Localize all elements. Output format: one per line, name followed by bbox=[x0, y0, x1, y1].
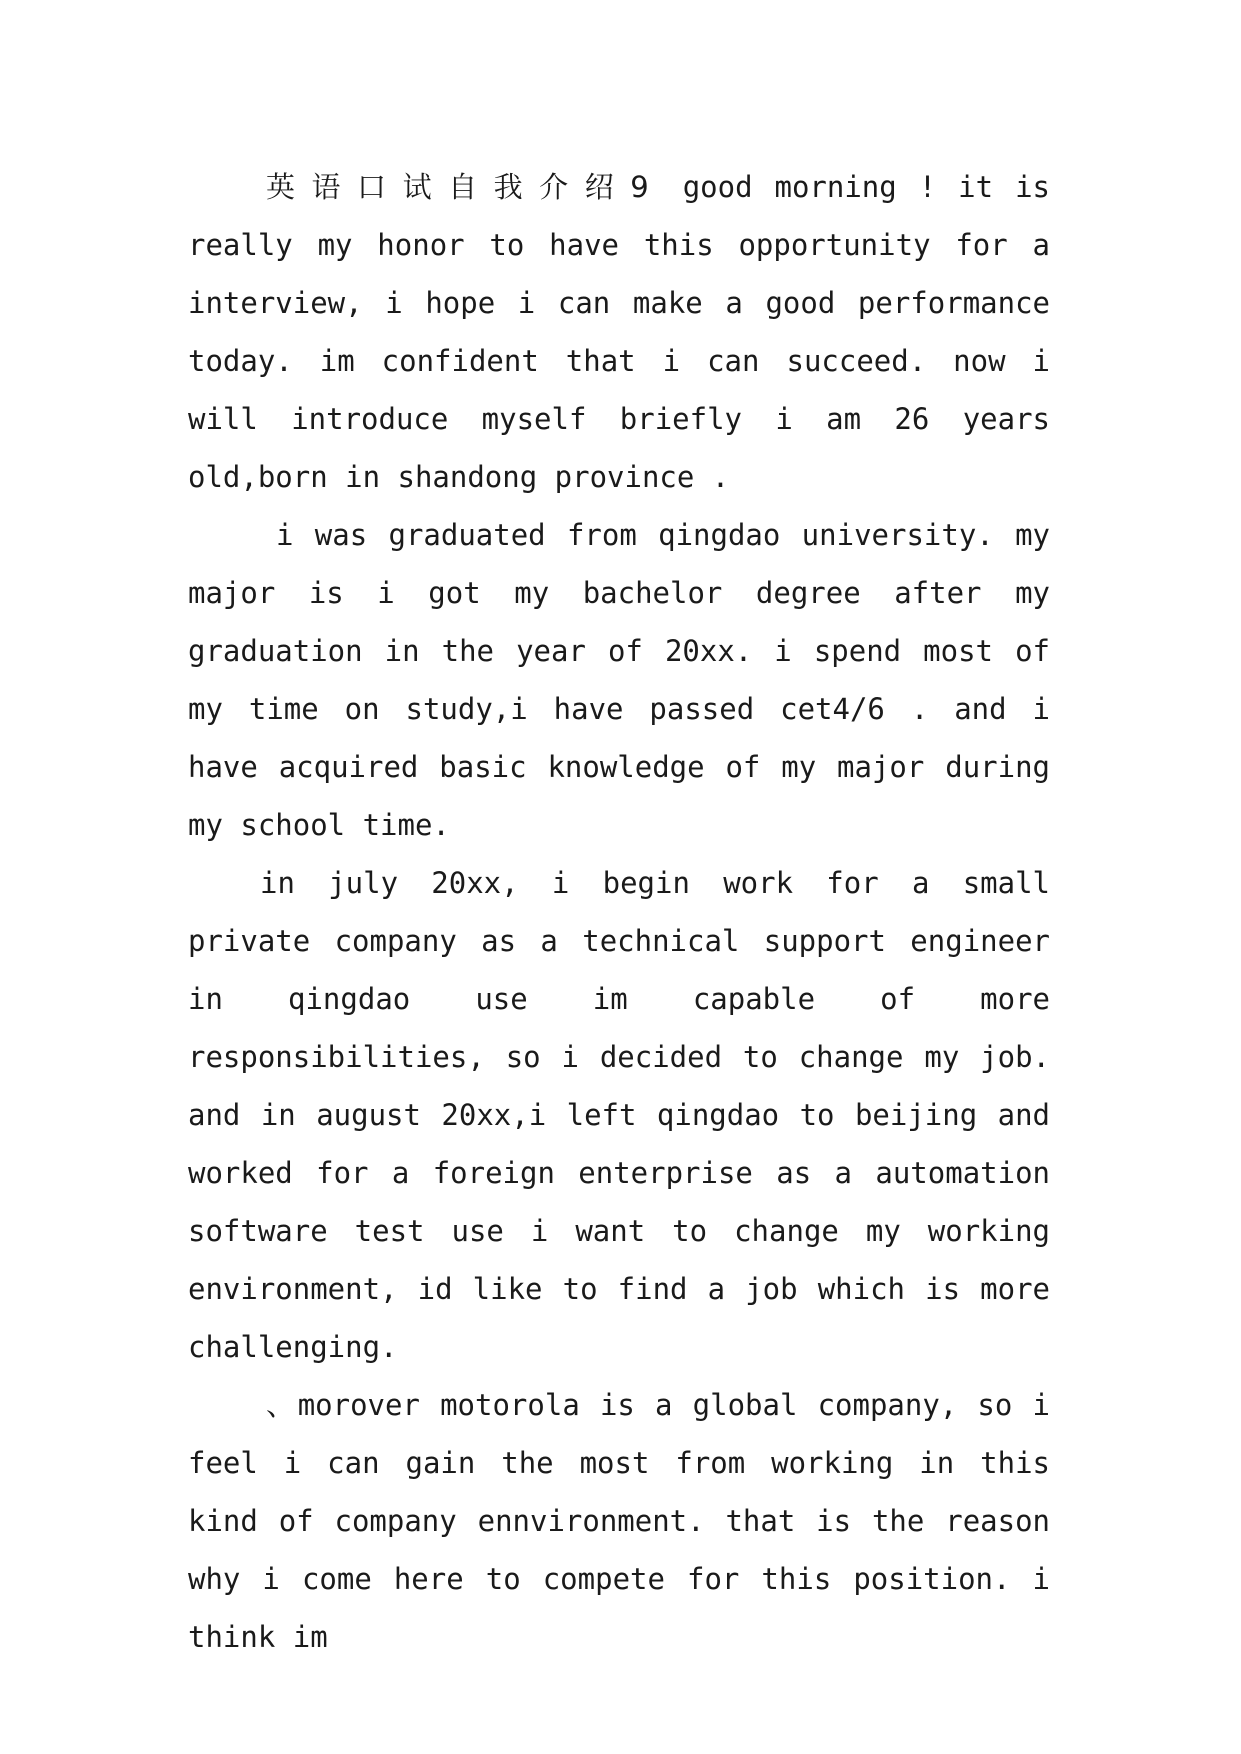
document-title: 英语口试自我介绍9 bbox=[266, 170, 661, 204]
document-body bbox=[188, 158, 1050, 1666]
paragraph-4: 、morover motorola is a global company, so i feel i can gain the most from working in this kind of company ennvironment. that is the reason why i come here to compete for this position. i think im bbox=[188, 1388, 1050, 1654]
paragraph-1 bbox=[188, 158, 1050, 506]
paragraph-3: in july 20xx, i begin work for a small private company as a technical support engineer in qingdao use im capable of more responsibilities, so i decided to change my job. and in august 20xx,i left qingdao to beijing and worked for a foreign enterprise as a automation software test use i want to change my working environment, id like to find a job which is more challenging. bbox=[188, 866, 1050, 1364]
paragraph-2: i was graduated from qingdao university. my major is i got my bachelor degree after my graduation in the year of 20xx. i spend most of my time on study,i have passed cet4/6 . and i have acquired basic knowledge of my major during my school time. bbox=[188, 518, 1050, 842]
paragraph-1-text: good morning ! it is really my honor to have this opportunity for a interview, i hope i can make a good performance today. im confident that i can succeed. now i will introduce myself briefly i am 26 years old,born in shandong province . bbox=[188, 170, 1050, 494]
title-gap bbox=[661, 170, 683, 204]
